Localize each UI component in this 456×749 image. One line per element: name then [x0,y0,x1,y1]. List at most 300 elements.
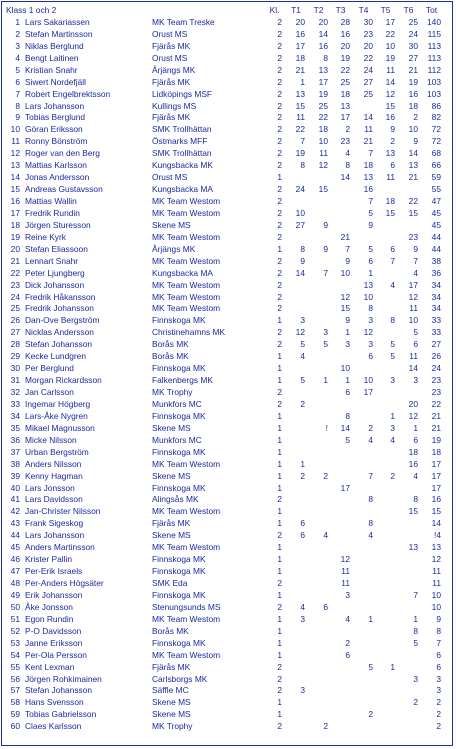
class-cell: 1 [277,697,282,708]
t5-points: 4 [390,434,395,445]
total-points: 8 [436,625,441,636]
t5-points: 5 [390,339,395,350]
t1-points: 5 [300,339,305,350]
class-cell: 2 [277,661,282,672]
t6-points: 12 [408,291,418,302]
t6-points: 5 [413,327,418,338]
t4-points: 5 [368,207,373,218]
rank-cell: 29 [10,351,20,362]
class-cell: 1 [277,470,282,481]
t1-points: 15 [295,100,305,111]
t3-points: 8 [345,410,350,421]
t2-points: 19 [318,88,328,99]
t3-points: 11 [341,578,350,588]
rank-cell: 46 [10,554,20,565]
rank-cell: 55 [10,661,20,672]
class-cell: 2 [277,721,282,732]
table-row [4,315,451,327]
t5-points: 2 [390,136,395,147]
total-points: 115 [427,28,441,39]
t4-points: 5 [368,243,373,254]
t4-points: 10 [363,375,373,386]
total-points: 17 [431,482,441,493]
t4-points: 1 [368,613,373,624]
t2-points: ! [325,422,328,433]
class-cell: 2 [277,100,282,111]
club-name: Carlsborgs MK [152,673,208,684]
class-cell: 2 [277,279,282,290]
rider-name: Kristian Snahr [25,64,78,75]
t6-points: 17 [408,279,418,290]
total-points: 2 [436,709,441,720]
rank-cell: 36 [10,434,20,445]
t3-points: 9 [345,255,350,266]
club-name: Fjärås MK [152,112,191,123]
t2-points: 13 [318,64,328,75]
t4-points: 27 [363,76,373,87]
t2-points: 17 [318,76,328,87]
t4-points: 8 [368,303,373,314]
rider-name: Roger van den Berg [25,148,100,159]
class-cell: 2 [277,76,282,87]
rider-name: Mikael Magnusson [25,422,95,433]
rank-cell: 58 [10,697,20,708]
t3-points: 2 [345,637,350,648]
table-row [4,339,451,351]
total-points: 6 [436,649,441,660]
club-name: MK Team Westom [152,649,221,660]
rank-cell: 27 [10,327,20,338]
rank-cell: 60 [10,721,20,732]
t6-points: 9 [413,136,418,147]
club-name: Årjängs MK [152,64,196,75]
club-name: Orust MS [152,52,188,63]
t5-points: 22 [385,28,395,39]
table-row [4,614,451,626]
t6-points: 16 [408,88,418,99]
t1-points: 8 [300,160,305,171]
total-points: 44 [431,243,441,254]
rider-name: Jörgen Sturesson [25,219,91,230]
club-name: MK Team Westom [152,506,221,517]
total-points: 16 [431,494,441,505]
t4-points: 5 [368,661,373,672]
table-row [4,447,451,459]
class-cell: 2 [277,327,282,338]
class-cell: 1 [277,363,282,374]
rider-name: Robert Engelbrektsson [25,88,111,99]
t4-points: 18 [363,160,373,171]
t5-points: 7 [390,255,395,266]
rider-name: Lars Johansson [25,530,85,541]
total-points: 23 [431,375,441,386]
total-points: 22 [431,398,441,409]
total-points: 11 [432,578,441,588]
rider-name: Krister Pallin [25,554,73,565]
t2-points: 20 [318,16,328,27]
total-points: 34 [431,303,441,314]
rank-cell: 57 [10,685,20,696]
t3-points: 18 [340,88,350,99]
rank-cell: 20 [10,243,20,254]
t6-points: 14 [408,363,418,374]
club-name: Fjärås MK [152,661,191,672]
rider-name: Jan-Christer Nilsson [25,506,101,517]
t2-points: 2 [323,470,328,481]
t4-points: 2 [368,709,373,720]
t3-points: 10 [340,363,350,374]
total-points: 103 [427,88,441,99]
rider-name: Per-Erik Israels [25,566,83,577]
rank-cell: 19 [10,231,20,242]
table-row [4,160,451,172]
table-row [4,387,451,399]
t6-points: 10 [408,124,418,135]
table-row [4,590,451,602]
rank-cell: 15 [10,184,20,195]
total-points: 12 [431,554,441,565]
class-cell: 2 [277,494,282,505]
t6-points: 5 [413,637,418,648]
total-points: 6 [436,661,441,672]
club-name: Stenungsunds MS [152,601,221,612]
rider-name: Stefan Eliassoon [25,243,88,254]
club-name: Fjärås MK [152,518,191,529]
club-name: Kungsbacka MK [152,160,213,171]
total-points: 66 [431,160,441,171]
table-row [4,411,451,423]
table-row [4,435,451,447]
class-cell: 2 [277,112,282,123]
rank-cell: 59 [10,709,20,720]
table-row [4,638,451,650]
t2-points: 25 [318,100,328,111]
rank-cell: 45 [10,542,20,553]
t3-points: 15 [340,303,350,314]
t1-points: 6 [300,530,305,541]
t4-points: 10 [363,291,373,302]
rank-cell: 54 [10,649,20,660]
total-points: 17 [431,458,441,469]
class-cell: 2 [277,601,282,612]
header-tot: Tot [425,5,438,15]
t3-points: 9 [345,315,350,326]
rank-cell: 40 [10,482,20,493]
t5-points: 18 [385,196,395,206]
rank-cell: 25 [10,303,20,314]
t5-points: 3 [390,422,395,433]
club-name: SMK Trollhättan [152,148,212,159]
club-name: Borås MK [152,625,189,636]
t2-points: 15 [318,184,328,195]
t4-points: 4 [368,434,373,445]
rider-name: Kent Lexman [25,661,75,672]
table-row [4,220,451,232]
t6-points: 1 [413,613,418,624]
rider-name: Lars-Åke Nygren [25,410,88,421]
t5-points: 1 [390,410,395,421]
t3-points: 10 [340,267,350,278]
t5-points: 10 [385,40,395,51]
club-name: Östmarks MFF [152,136,208,147]
rank-cell: 28 [10,339,20,350]
table-row [4,399,451,411]
t5-points: 15 [385,100,395,111]
total-points: 23 [431,387,441,397]
rank-cell: 2 [15,28,20,39]
total-points: 36 [431,267,441,278]
club-name: Munkfors MC [152,434,202,445]
club-name: SMK Eda [152,578,188,588]
t4-points: 21 [363,136,373,147]
t4-points: 3 [368,339,373,350]
t6-points: 30 [408,40,418,51]
table-row [4,721,451,733]
rider-name: Siwert Nordefjäll [25,76,86,87]
class-cell: 1 [277,518,282,529]
t4-points: 20 [363,40,373,51]
t2-points: 6 [323,601,328,612]
t4-points: 9 [368,219,373,230]
rank-cell: 53 [10,637,20,648]
rider-name: Jan Carlsson [25,387,74,397]
t6-points: 21 [408,64,418,75]
rank-cell: 9 [15,112,20,123]
t3-points: 12 [340,291,350,302]
t2-points: 3 [323,327,328,338]
t1-points: 1 [300,458,305,469]
total-points: 82 [431,112,441,123]
rider-name: Egon Rundin [25,613,74,624]
class-cell: 2 [277,530,282,541]
t5-points: 5 [390,351,395,362]
rank-cell: 32 [10,387,20,397]
t3-points: 28 [340,16,350,27]
class-cell: 2 [277,291,282,302]
club-name: MK Trophy [152,387,193,397]
t3-points: 6 [345,387,350,397]
t1-points: 6 [300,518,305,529]
t2-points: 4 [323,530,328,541]
table-row [4,375,451,387]
t6-points: 8 [413,625,418,636]
table-row [4,303,451,315]
t1-points: 7 [300,136,305,147]
t4-points: 2 [368,422,373,433]
t6-points: 11 [409,303,418,314]
total-points: 34 [431,279,441,290]
t6-points: 3 [413,673,418,684]
t5-points: 8 [390,315,395,326]
header-t4: T4 [358,5,369,15]
class-cell: 2 [277,148,282,159]
t6-points: 12 [408,410,418,421]
t6-points: 15 [408,207,418,218]
t1-points: 12 [295,327,305,338]
total-points: 2 [436,697,441,708]
club-name: Finnskoga MK [152,446,206,457]
class-cell: 1 [277,566,282,577]
class-cell: 2 [277,40,282,51]
t6-points: 16 [408,458,418,469]
rider-name: Peter Ljungberg [25,267,85,278]
club-name: Lidköpings MSF [152,88,213,99]
table-row [4,423,451,435]
club-name: MK Team Westom [152,231,221,242]
class-cell: 1 [277,613,282,624]
t1-points: 5 [300,375,305,386]
results-table [4,5,451,733]
table-row [4,124,451,136]
class-cell: 1 [277,446,282,457]
rank-cell: 10 [10,124,20,135]
t5-points: 13 [385,148,395,159]
rider-name: Lars Davidsson [25,494,83,505]
table-row [4,89,451,101]
t4-points: 1 [368,267,373,278]
t1-points: 14 [295,267,305,278]
t6-points: 11 [409,351,418,362]
t1-points: 17 [295,40,305,51]
t3-points: 16 [340,28,350,39]
rider-name: Ronny Bönström [25,136,88,147]
t3-points: 14 [340,422,350,433]
class-cell: 2 [277,673,282,684]
club-name: Fjärås MK [152,76,191,87]
table-row [4,101,451,113]
table-row [4,280,451,292]
header-row [4,5,451,17]
table-row [4,530,451,542]
t3-points: 19 [340,52,350,63]
table-row [4,566,451,578]
rider-name: Dan-Ove Bergström [25,315,100,326]
t5-points: 14 [385,76,395,87]
t1-points: 3 [300,315,305,326]
rank-cell: 24 [10,291,20,302]
rank-cell: 33 [10,398,20,409]
t6-points: 4 [413,470,418,481]
rank-cell: 34 [10,410,20,421]
table-row [4,112,451,124]
t1-points: 10 [295,207,305,218]
table-row [4,685,451,697]
rider-name: Lars Johansson [25,100,85,111]
club-name: Alingsås MK [152,494,199,505]
rank-cell: 37 [10,446,20,457]
rank-cell: 30 [10,363,20,374]
table-row [4,244,451,256]
class-cell: 2 [277,196,282,206]
table-row [4,256,451,268]
club-name: Finnskoga MK [152,637,206,648]
t1-points: 19 [295,148,305,159]
t6-points: 15 [408,506,418,517]
t2-points: 16 [318,40,328,51]
rider-name: Stefan Johansson [25,685,93,696]
t6-points: 22 [408,196,418,206]
rider-name: Per Berglund [25,363,74,374]
t1-points: 2 [300,470,305,481]
total-points: !4 [434,530,441,541]
t1-points: 21 [295,64,305,75]
rank-cell: 14 [10,172,20,183]
total-points: 72 [431,136,441,147]
club-name: MK Team Westom [152,279,221,290]
t1-points: 8 [300,243,305,254]
t5-points: 9 [390,124,395,135]
t5-points: 3 [390,375,395,386]
total-points: 3 [436,685,441,696]
t1-points: 11 [296,112,305,123]
class-cell: 1 [277,422,282,433]
rider-name: Ingemar Högberg [25,398,91,409]
t3-points: 25 [340,76,350,87]
club-name: Skene MS [152,219,191,230]
t5-points: 12 [385,88,395,99]
class-cell: 1 [277,709,282,720]
rank-cell: 17 [10,207,20,218]
rank-cell: 47 [10,566,20,577]
rank-cell: 56 [10,673,20,684]
club-name: MK Trophy [152,721,193,732]
total-points: 21 [431,410,441,421]
rider-name: Nicklas Andersson [25,327,94,338]
table-row [4,697,451,709]
table-row [4,506,451,518]
rider-name: Lars Sakariassen [25,16,90,27]
t5-points: 2 [390,470,395,481]
t6-points: 8 [413,494,418,505]
t3-points: 6 [345,649,350,660]
rank-cell: 49 [10,589,20,600]
class-cell: 1 [277,482,282,493]
rider-name: Lennart Snahr [25,255,79,266]
total-points: 38 [431,255,441,266]
table-row [4,136,451,148]
class-cell: 1 [277,410,282,421]
t4-points: 6 [368,255,373,266]
t4-points: 7 [368,148,373,159]
table-row [4,41,451,53]
t3-points: 1 [345,327,350,338]
t2-points: 18 [318,124,328,135]
t6-points: 24 [408,28,418,39]
rider-name: Andreas Gustavsson [25,184,103,195]
t1-points: 4 [300,601,305,612]
club-name: Finnskoga MK [152,566,206,577]
class-cell: 2 [277,219,282,230]
rank-cell: 22 [10,267,20,278]
club-name: Skene MS [152,470,191,481]
t3-points: 12 [340,554,350,565]
t1-points: 22 [295,124,305,135]
t6-points: 14 [408,148,418,159]
table-row [4,483,451,495]
t3-points: 11 [341,566,350,577]
t6-points: 3 [413,375,418,386]
t4-points: 7 [368,470,373,481]
class-cell: 2 [277,88,282,99]
club-name: Borås MK [152,351,189,362]
t1-points: 27 [295,219,305,230]
t6-points: 10 [408,315,418,326]
table-row [4,268,451,280]
t6-points: 13 [408,160,418,171]
class-cell: 2 [277,231,282,242]
club-name: MK Team Westom [152,542,221,553]
t6-points: 19 [408,76,418,87]
